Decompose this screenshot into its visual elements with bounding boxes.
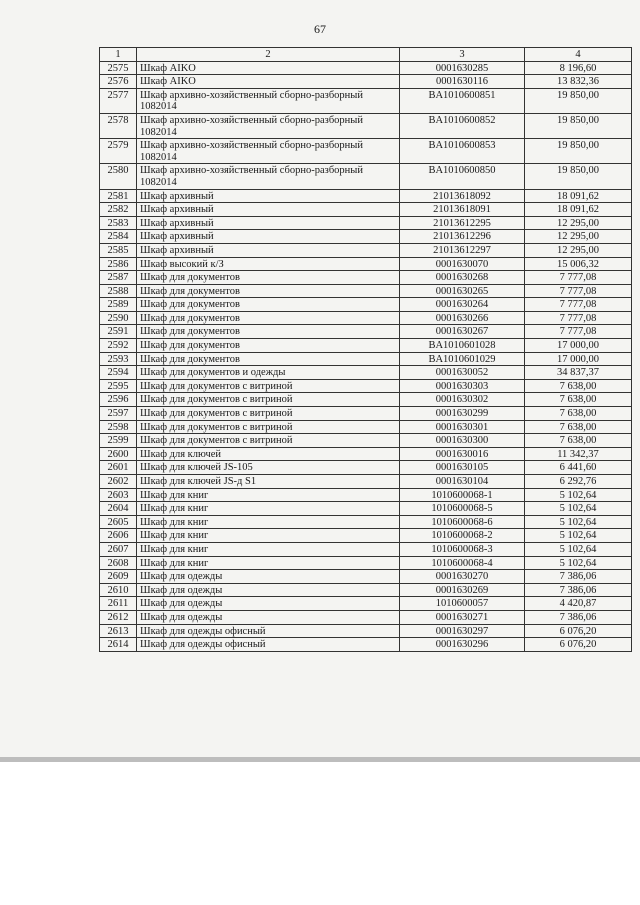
- row-inventory-code: 1010600068-4: [400, 556, 525, 570]
- row-inventory-code: BA1010600852: [400, 113, 525, 138]
- row-inventory-code: BA1010601029: [400, 352, 525, 366]
- row-value: 7 386,06: [525, 583, 632, 597]
- row-number: 2593: [100, 352, 137, 366]
- table-row: [100, 407, 632, 421]
- row-value: 7 638,00: [525, 420, 632, 434]
- row-inventory-code: 0001630266: [400, 311, 525, 325]
- row-name: Шкаф архивно-хозяйственный сборно-разборный 1082014: [137, 88, 400, 113]
- row-name: Шкаф для документов: [137, 339, 400, 353]
- table-row: [100, 216, 632, 230]
- row-inventory-code: 0001630052: [400, 366, 525, 380]
- row-inventory-code: 0001630070: [400, 257, 525, 271]
- row-inventory-code: BA1010600850: [400, 164, 525, 189]
- table-row: [100, 75, 632, 89]
- table-row: [100, 339, 632, 353]
- table-row: [100, 542, 632, 556]
- row-value: 19 850,00: [525, 113, 632, 138]
- row-inventory-code: 21013618091: [400, 203, 525, 217]
- row-name: Шкаф архивный: [137, 230, 400, 244]
- row-value: 13 832,36: [525, 75, 632, 89]
- row-name: Шкаф высокий к/З: [137, 257, 400, 271]
- row-inventory-code: 1010600068-5: [400, 502, 525, 516]
- table-row: [100, 243, 632, 257]
- table-row: [100, 502, 632, 516]
- row-name: Шкаф архивно-хозяйственный сборно-разборный 1082014: [137, 164, 400, 189]
- row-inventory-code: 0001630105: [400, 461, 525, 475]
- table-row: [100, 624, 632, 638]
- row-number: 2578: [100, 113, 137, 138]
- row-inventory-code: 0001630303: [400, 379, 525, 393]
- row-value: 6 076,20: [525, 624, 632, 638]
- row-inventory-code: 0001630302: [400, 393, 525, 407]
- row-number: 2580: [100, 164, 137, 189]
- row-value: 7 777,08: [525, 271, 632, 285]
- table-row: [100, 583, 632, 597]
- row-value: 5 102,64: [525, 542, 632, 556]
- row-value: 6 441,60: [525, 461, 632, 475]
- table-row: [100, 203, 632, 217]
- row-name: Шкаф для документов с витриной: [137, 434, 400, 448]
- row-name: Шкаф для документов с витриной: [137, 407, 400, 421]
- table-row: [100, 298, 632, 312]
- row-number: 2592: [100, 339, 137, 353]
- table-row: [100, 61, 632, 75]
- table-row: [100, 420, 632, 434]
- table-row: [100, 189, 632, 203]
- row-name: Шкаф для документов с витриной: [137, 393, 400, 407]
- row-name: Шкаф для документов: [137, 284, 400, 298]
- row-name: Шкаф для ключей JS-д S1: [137, 475, 400, 489]
- row-number: 2605: [100, 515, 137, 529]
- row-inventory-code: 1010600068-2: [400, 529, 525, 543]
- row-value: 4 420,87: [525, 597, 632, 611]
- row-value: 7 638,00: [525, 434, 632, 448]
- row-value: 8 196,60: [525, 61, 632, 75]
- row-value: 12 295,00: [525, 243, 632, 257]
- row-number: 2614: [100, 638, 137, 652]
- row-value: 18 091,62: [525, 189, 632, 203]
- row-number: 2613: [100, 624, 137, 638]
- row-name: Шкаф для книг: [137, 515, 400, 529]
- row-number: 2594: [100, 366, 137, 380]
- table-row: [100, 311, 632, 325]
- row-name: Шкаф для книг: [137, 502, 400, 516]
- row-name: Шкаф архивный: [137, 203, 400, 217]
- table-row: [100, 488, 632, 502]
- row-value: 5 102,64: [525, 515, 632, 529]
- row-inventory-code: 0001630285: [400, 61, 525, 75]
- row-inventory-code: 0001630104: [400, 475, 525, 489]
- row-inventory-code: 0001630116: [400, 75, 525, 89]
- row-name: Шкаф для документов: [137, 311, 400, 325]
- row-number: 2591: [100, 325, 137, 339]
- row-number: 2599: [100, 434, 137, 448]
- table-row: [100, 88, 632, 113]
- row-number: 2606: [100, 529, 137, 543]
- table-row: [100, 570, 632, 584]
- row-value: 19 850,00: [525, 139, 632, 164]
- row-name: Шкаф для книг: [137, 529, 400, 543]
- header-cell-3: 3: [400, 48, 525, 62]
- header-cell-1: 1: [100, 48, 137, 62]
- row-number: 2602: [100, 475, 137, 489]
- row-name: Шкаф для книг: [137, 556, 400, 570]
- row-number: 2575: [100, 61, 137, 75]
- row-inventory-code: 0001630016: [400, 447, 525, 461]
- table-row: [100, 529, 632, 543]
- row-value: 6 292,76: [525, 475, 632, 489]
- table-row: [100, 164, 632, 189]
- row-inventory-code: 0001630267: [400, 325, 525, 339]
- table-row: [100, 139, 632, 164]
- row-number: 2579: [100, 139, 137, 164]
- row-name: Шкаф для книг: [137, 488, 400, 502]
- row-name: Шкаф архивно-хозяйственный сборно-разборный 1082014: [137, 113, 400, 138]
- row-number: 2612: [100, 610, 137, 624]
- row-value: 12 295,00: [525, 216, 632, 230]
- row-inventory-code: 1010600068-1: [400, 488, 525, 502]
- row-inventory-code: 21013618092: [400, 189, 525, 203]
- row-value: 19 850,00: [525, 164, 632, 189]
- row-number: 2597: [100, 407, 137, 421]
- row-name: Шкаф для ключей: [137, 447, 400, 461]
- row-inventory-code: 0001630270: [400, 570, 525, 584]
- row-name: Шкаф для книг: [137, 542, 400, 556]
- row-value: 7 386,06: [525, 610, 632, 624]
- row-inventory-code: 0001630300: [400, 434, 525, 448]
- row-value: 17 000,00: [525, 352, 632, 366]
- row-inventory-code: 0001630299: [400, 407, 525, 421]
- row-number: 2600: [100, 447, 137, 461]
- row-value: 18 091,62: [525, 203, 632, 217]
- row-number: 2596: [100, 393, 137, 407]
- row-inventory-code: BA1010600853: [400, 139, 525, 164]
- header-cell-2: 2: [137, 48, 400, 62]
- row-value: 7 386,06: [525, 570, 632, 584]
- row-number: 2608: [100, 556, 137, 570]
- table-row: [100, 352, 632, 366]
- row-value: 7 777,08: [525, 298, 632, 312]
- row-number: 2584: [100, 230, 137, 244]
- row-value: 7 638,00: [525, 379, 632, 393]
- row-name: Шкаф для одежды офисный: [137, 638, 400, 652]
- row-number: 2604: [100, 502, 137, 516]
- row-name: Шкаф AIKO: [137, 61, 400, 75]
- row-number: 2585: [100, 243, 137, 257]
- row-name: Шкаф для одежды: [137, 610, 400, 624]
- table-row: [100, 257, 632, 271]
- table-row: [100, 379, 632, 393]
- row-value: 7 777,08: [525, 325, 632, 339]
- row-number: 2587: [100, 271, 137, 285]
- row-name: Шкаф для одежды: [137, 570, 400, 584]
- row-number: 2589: [100, 298, 137, 312]
- row-inventory-code: 0001630301: [400, 420, 525, 434]
- row-name: Шкаф архивный: [137, 243, 400, 257]
- row-number: 2601: [100, 461, 137, 475]
- row-number: 2588: [100, 284, 137, 298]
- row-name: Шкаф для документов: [137, 352, 400, 366]
- row-number: 2598: [100, 420, 137, 434]
- row-inventory-code: 0001630271: [400, 610, 525, 624]
- row-number: 2607: [100, 542, 137, 556]
- row-inventory-code: BA1010601028: [400, 339, 525, 353]
- row-value: 7 777,08: [525, 311, 632, 325]
- row-value: 7 638,00: [525, 407, 632, 421]
- table-row: [100, 434, 632, 448]
- row-number: 2581: [100, 189, 137, 203]
- row-name: Шкаф для одежды офисный: [137, 624, 400, 638]
- table-row: [100, 325, 632, 339]
- row-value: 7 638,00: [525, 393, 632, 407]
- table-row: [100, 447, 632, 461]
- row-inventory-code: BA1010600851: [400, 88, 525, 113]
- table-header-row: [100, 48, 632, 62]
- row-number: 2610: [100, 583, 137, 597]
- row-value: 12 295,00: [525, 230, 632, 244]
- table-row: [100, 230, 632, 244]
- row-inventory-code: 1010600068-6: [400, 515, 525, 529]
- row-inventory-code: 1010600057: [400, 597, 525, 611]
- row-name: Шкаф для документов: [137, 271, 400, 285]
- row-inventory-code: 0001630269: [400, 583, 525, 597]
- row-name: Шкаф для документов: [137, 325, 400, 339]
- row-name: Шкаф для одежды: [137, 583, 400, 597]
- table-row: [100, 461, 632, 475]
- table-row: [100, 556, 632, 570]
- row-number: 2576: [100, 75, 137, 89]
- row-name: Шкаф AIKO: [137, 75, 400, 89]
- row-number: 2577: [100, 88, 137, 113]
- inventory-table: [99, 47, 632, 652]
- row-inventory-code: 21013612297: [400, 243, 525, 257]
- row-number: 2582: [100, 203, 137, 217]
- row-value: 5 102,64: [525, 488, 632, 502]
- row-number: 2583: [100, 216, 137, 230]
- row-number: 2603: [100, 488, 137, 502]
- row-name: Шкаф для документов: [137, 298, 400, 312]
- row-name: Шкаф для ключей JS-105: [137, 461, 400, 475]
- row-name: Шкаф архивно-хозяйственный сборно-разборный 1082014: [137, 139, 400, 164]
- row-inventory-code: 1010600068-3: [400, 542, 525, 556]
- table-row: [100, 393, 632, 407]
- row-number: 2595: [100, 379, 137, 393]
- row-inventory-code: 0001630268: [400, 271, 525, 285]
- row-number: 2590: [100, 311, 137, 325]
- table-row: [100, 597, 632, 611]
- row-number: 2586: [100, 257, 137, 271]
- row-number: 2611: [100, 597, 137, 611]
- row-value: 5 102,64: [525, 502, 632, 516]
- row-value: 34 837,37: [525, 366, 632, 380]
- row-name: Шкаф архивный: [137, 216, 400, 230]
- row-name: Шкаф для документов и одежды: [137, 366, 400, 380]
- table-row: [100, 271, 632, 285]
- row-value: 19 850,00: [525, 88, 632, 113]
- header-cell-4: 4: [525, 48, 632, 62]
- table-row: [100, 113, 632, 138]
- row-value: 17 000,00: [525, 339, 632, 353]
- row-value: 11 342,37: [525, 447, 632, 461]
- row-name: Шкаф архивный: [137, 189, 400, 203]
- page-number: 67: [314, 22, 326, 36]
- row-inventory-code: 21013612296: [400, 230, 525, 244]
- row-value: 5 102,64: [525, 529, 632, 543]
- row-inventory-code: 0001630265: [400, 284, 525, 298]
- row-name: Шкаф для документов с витриной: [137, 379, 400, 393]
- row-inventory-code: 0001630296: [400, 638, 525, 652]
- table-row: [100, 366, 632, 380]
- table-row: [100, 284, 632, 298]
- row-inventory-code: 21013612295: [400, 216, 525, 230]
- row-name: Шкаф для одежды: [137, 597, 400, 611]
- row-value: 7 777,08: [525, 284, 632, 298]
- row-name: Шкаф для документов с витриной: [137, 420, 400, 434]
- row-value: 6 076,20: [525, 638, 632, 652]
- table-row: [100, 610, 632, 624]
- row-value: 15 006,32: [525, 257, 632, 271]
- table-row: [100, 638, 632, 652]
- table-row: [100, 475, 632, 489]
- row-inventory-code: 0001630297: [400, 624, 525, 638]
- row-number: 2609: [100, 570, 137, 584]
- row-inventory-code: 0001630264: [400, 298, 525, 312]
- row-value: 5 102,64: [525, 556, 632, 570]
- table-row: [100, 515, 632, 529]
